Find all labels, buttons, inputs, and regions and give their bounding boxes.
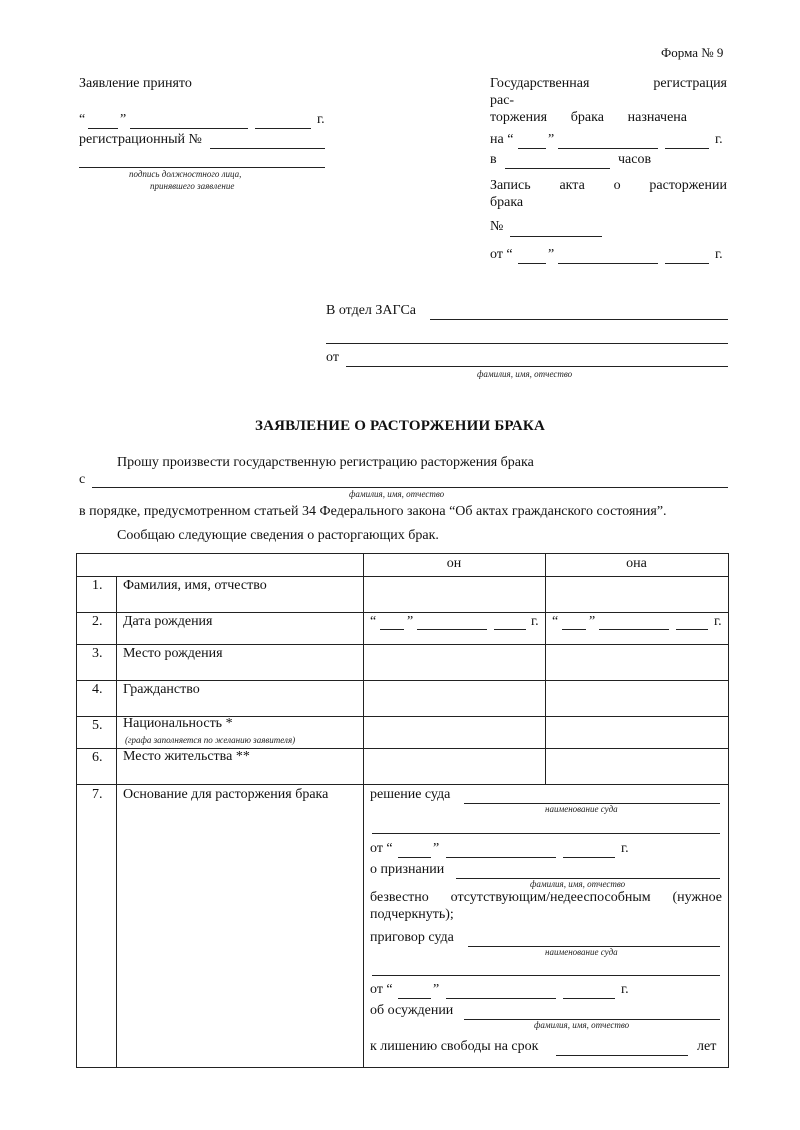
accepted-month-field[interactable] — [130, 128, 248, 129]
row-note-5: (графа заполняется по желанию заявителя) — [125, 735, 296, 745]
table-border-bottom — [76, 1067, 729, 1068]
header-she: она — [626, 556, 647, 571]
verdict-year-field[interactable] — [563, 998, 615, 999]
verdict-court-field-2[interactable] — [372, 975, 720, 976]
accepted-year-field[interactable] — [255, 128, 311, 129]
convicted-name-caption: фамилия, имя, отчество — [534, 1020, 630, 1030]
table-border-right — [728, 553, 729, 1068]
row-label-2: Дата рождения — [123, 614, 213, 629]
recognized-name-caption: фамилия, имя, отчество — [530, 879, 626, 889]
she-nationality-cell[interactable] — [546, 717, 727, 747]
row-label-7: Основание для расторжения брака — [123, 787, 329, 802]
he-full-name-cell[interactable] — [364, 577, 544, 611]
missing-word3: (нужное — [672, 890, 722, 905]
row-num-3: 3. — [92, 646, 103, 661]
reg-number-label: регистрационный № — [79, 132, 202, 147]
applicant-name-caption: фамилия, имя, отчество — [477, 369, 573, 379]
verdict-month-field[interactable] — [446, 998, 556, 999]
torzh-word2: брака — [570, 110, 604, 125]
record-quote-close: ” — [548, 247, 555, 262]
row-num-1: 1. — [92, 578, 103, 593]
imprisonment-term-field[interactable] — [556, 1055, 688, 1056]
court-year-field[interactable] — [563, 857, 615, 858]
torzh-word1: торжения — [490, 110, 548, 125]
record-year-field[interactable] — [665, 263, 709, 264]
scheduled-year-suffix: г. — [715, 132, 723, 147]
verdict-label: приговор суда — [370, 930, 454, 945]
state-reg-word2: регистрация — [653, 76, 727, 91]
row-num-7: 7. — [92, 787, 103, 802]
court-year-suffix: г. — [621, 841, 629, 856]
record-line — [490, 178, 727, 194]
verdict-date-quote-close: ” — [433, 982, 440, 997]
he-residence-cell[interactable] — [364, 749, 544, 783]
table-col-num-divider — [116, 576, 117, 1068]
table-row-divider-6 — [76, 784, 729, 785]
spouses-info-table — [76, 553, 729, 1068]
conviction-label: об осуждении — [370, 1003, 454, 1018]
scheduled-time-field[interactable] — [505, 168, 610, 169]
he-dob-day-field[interactable] — [380, 629, 404, 630]
from-label: от — [326, 350, 339, 365]
row-label-5: Национальность * — [123, 716, 233, 731]
page-title: ЗАЯВЛЕНИЕ О РАСТОРЖЕНИИ БРАКА — [254, 418, 546, 434]
he-nationality-cell[interactable] — [364, 717, 544, 747]
form-number: Форма № 9 — [661, 45, 724, 60]
record-month-field[interactable] — [558, 263, 658, 264]
torzh-word3: назначена — [627, 110, 687, 125]
verdict-year-suffix: г. — [621, 982, 629, 997]
missing-status-line — [370, 890, 722, 906]
record-number-field[interactable] — [510, 236, 602, 237]
he-dob-quote-close: ” — [407, 614, 414, 629]
table-row-divider-1 — [76, 612, 729, 613]
record-number-prefix: № — [490, 219, 504, 234]
with-prefix: с — [79, 472, 86, 487]
she-citizenship-cell[interactable] — [546, 681, 727, 715]
reg-number-field[interactable] — [210, 148, 325, 149]
accepted-day-field[interactable] — [88, 128, 118, 129]
accepted-date-quote-open: “ — [79, 112, 86, 127]
table-col-label-divider — [363, 553, 364, 1068]
she-residence-cell[interactable] — [546, 749, 727, 783]
request-line: Прошу произвести государственную регистрацию расторжения брака — [117, 455, 534, 470]
she-dob-year-suffix: г. — [714, 614, 722, 629]
accepted-year-suffix: г. — [317, 112, 325, 127]
he-dob-year-field[interactable] — [494, 629, 526, 630]
row-label-4: Гражданство — [123, 682, 200, 697]
hours-suffix: часов — [618, 152, 652, 167]
missing-word1: безвестно — [370, 890, 429, 905]
accepted-label: Заявление принято — [79, 76, 192, 91]
accepted-date-quote-close: ” — [120, 112, 127, 127]
record-word3: о — [613, 178, 621, 193]
underline-hint: подчеркнуть); — [370, 907, 454, 922]
years-suffix: лет — [697, 1039, 717, 1054]
signature-caption-2: принявшего заявление — [150, 181, 235, 191]
court-date-quote-close: ” — [433, 841, 440, 856]
row-num-6: 6. — [92, 750, 103, 765]
record-year-suffix: г. — [715, 247, 723, 262]
missing-word2: отсутствующим/недееспособным — [450, 890, 651, 905]
row-label-6: Место жительства ** — [123, 749, 250, 764]
table-border-top — [76, 553, 729, 554]
row-label-3: Место рождения — [123, 646, 223, 661]
she-dob-quote-open: “ — [552, 614, 559, 629]
header-he: он — [446, 556, 462, 571]
she-dob-day-field[interactable] — [562, 629, 586, 630]
scheduled-year-field[interactable] — [665, 148, 709, 149]
he-dob-quote-open: “ — [370, 614, 377, 629]
verdict-date-prefix: от “ — [370, 982, 393, 997]
court-name-caption: наименование суда — [545, 804, 618, 814]
she-dob-year-field[interactable] — [676, 629, 708, 630]
row-num-5: 5. — [92, 718, 103, 733]
record-day-field[interactable] — [518, 263, 546, 264]
official-signature-field[interactable] — [79, 167, 325, 168]
he-dob-month-field[interactable] — [417, 629, 487, 630]
verdict-day-field[interactable] — [398, 998, 431, 999]
torzh-line — [490, 110, 687, 126]
court-name-field-2[interactable] — [372, 833, 720, 834]
record-from-prefix: от “ — [490, 247, 513, 262]
verdict-court-caption: наименование суда — [545, 947, 618, 957]
scheduled-on-prefix: на “ — [490, 132, 514, 147]
scheduled-time-prefix: в — [490, 152, 497, 167]
he-citizenship-cell[interactable] — [364, 681, 544, 715]
state-reg-word1: Государственная — [490, 76, 590, 91]
state-reg-line — [490, 76, 727, 92]
he-birthplace-cell[interactable] — [364, 645, 544, 679]
scheduled-month-field[interactable] — [558, 148, 658, 149]
she-dob-quote-close: ” — [589, 614, 596, 629]
she-full-name-cell[interactable] — [546, 577, 727, 611]
signature-caption-1: подпись должностного лица, — [129, 169, 242, 179]
zags-name-field[interactable] — [430, 319, 728, 320]
applicant-name-field[interactable] — [346, 366, 728, 367]
scheduled-day-field[interactable] — [518, 148, 546, 149]
ras-hyphen: рас- — [490, 93, 515, 108]
to-zags-label: В отдел ЗАГСа — [326, 303, 416, 318]
table-border-left — [76, 553, 77, 1068]
court-day-field[interactable] — [398, 857, 431, 858]
court-month-field[interactable] — [446, 857, 556, 858]
row-label-1: Фамилия, имя, отчество — [123, 578, 267, 593]
info-line: Сообщаю следующие сведения о расторгающих брак. — [117, 528, 439, 543]
record-word1: Запись — [490, 178, 531, 193]
she-birthplace-cell[interactable] — [546, 645, 727, 679]
she-dob-month-field[interactable] — [599, 629, 669, 630]
recognition-label: о признании — [370, 862, 445, 877]
spouse-name-caption: фамилия, имя, отчество — [349, 489, 445, 499]
zags-name-field-2[interactable] — [326, 343, 728, 344]
law-line: в порядке, предусмотренном статьей 34 Федерального закона “Об актах гражданского состояния”. — [79, 504, 667, 519]
row-num-2: 2. — [92, 614, 103, 629]
row-num-4: 4. — [92, 682, 103, 697]
he-dob-year-suffix: г. — [531, 614, 539, 629]
scheduled-quote-close: ” — [548, 132, 555, 147]
imprisonment-label: к лишению свободы на срок — [370, 1039, 539, 1054]
spouse-name-field[interactable] — [92, 487, 728, 488]
court-date-prefix: от “ — [370, 841, 393, 856]
record-word4: расторжении — [649, 178, 727, 193]
record-word2: акта — [559, 178, 585, 193]
court-decision-label: решение суда — [370, 787, 451, 802]
record-brak: брака — [490, 195, 524, 210]
